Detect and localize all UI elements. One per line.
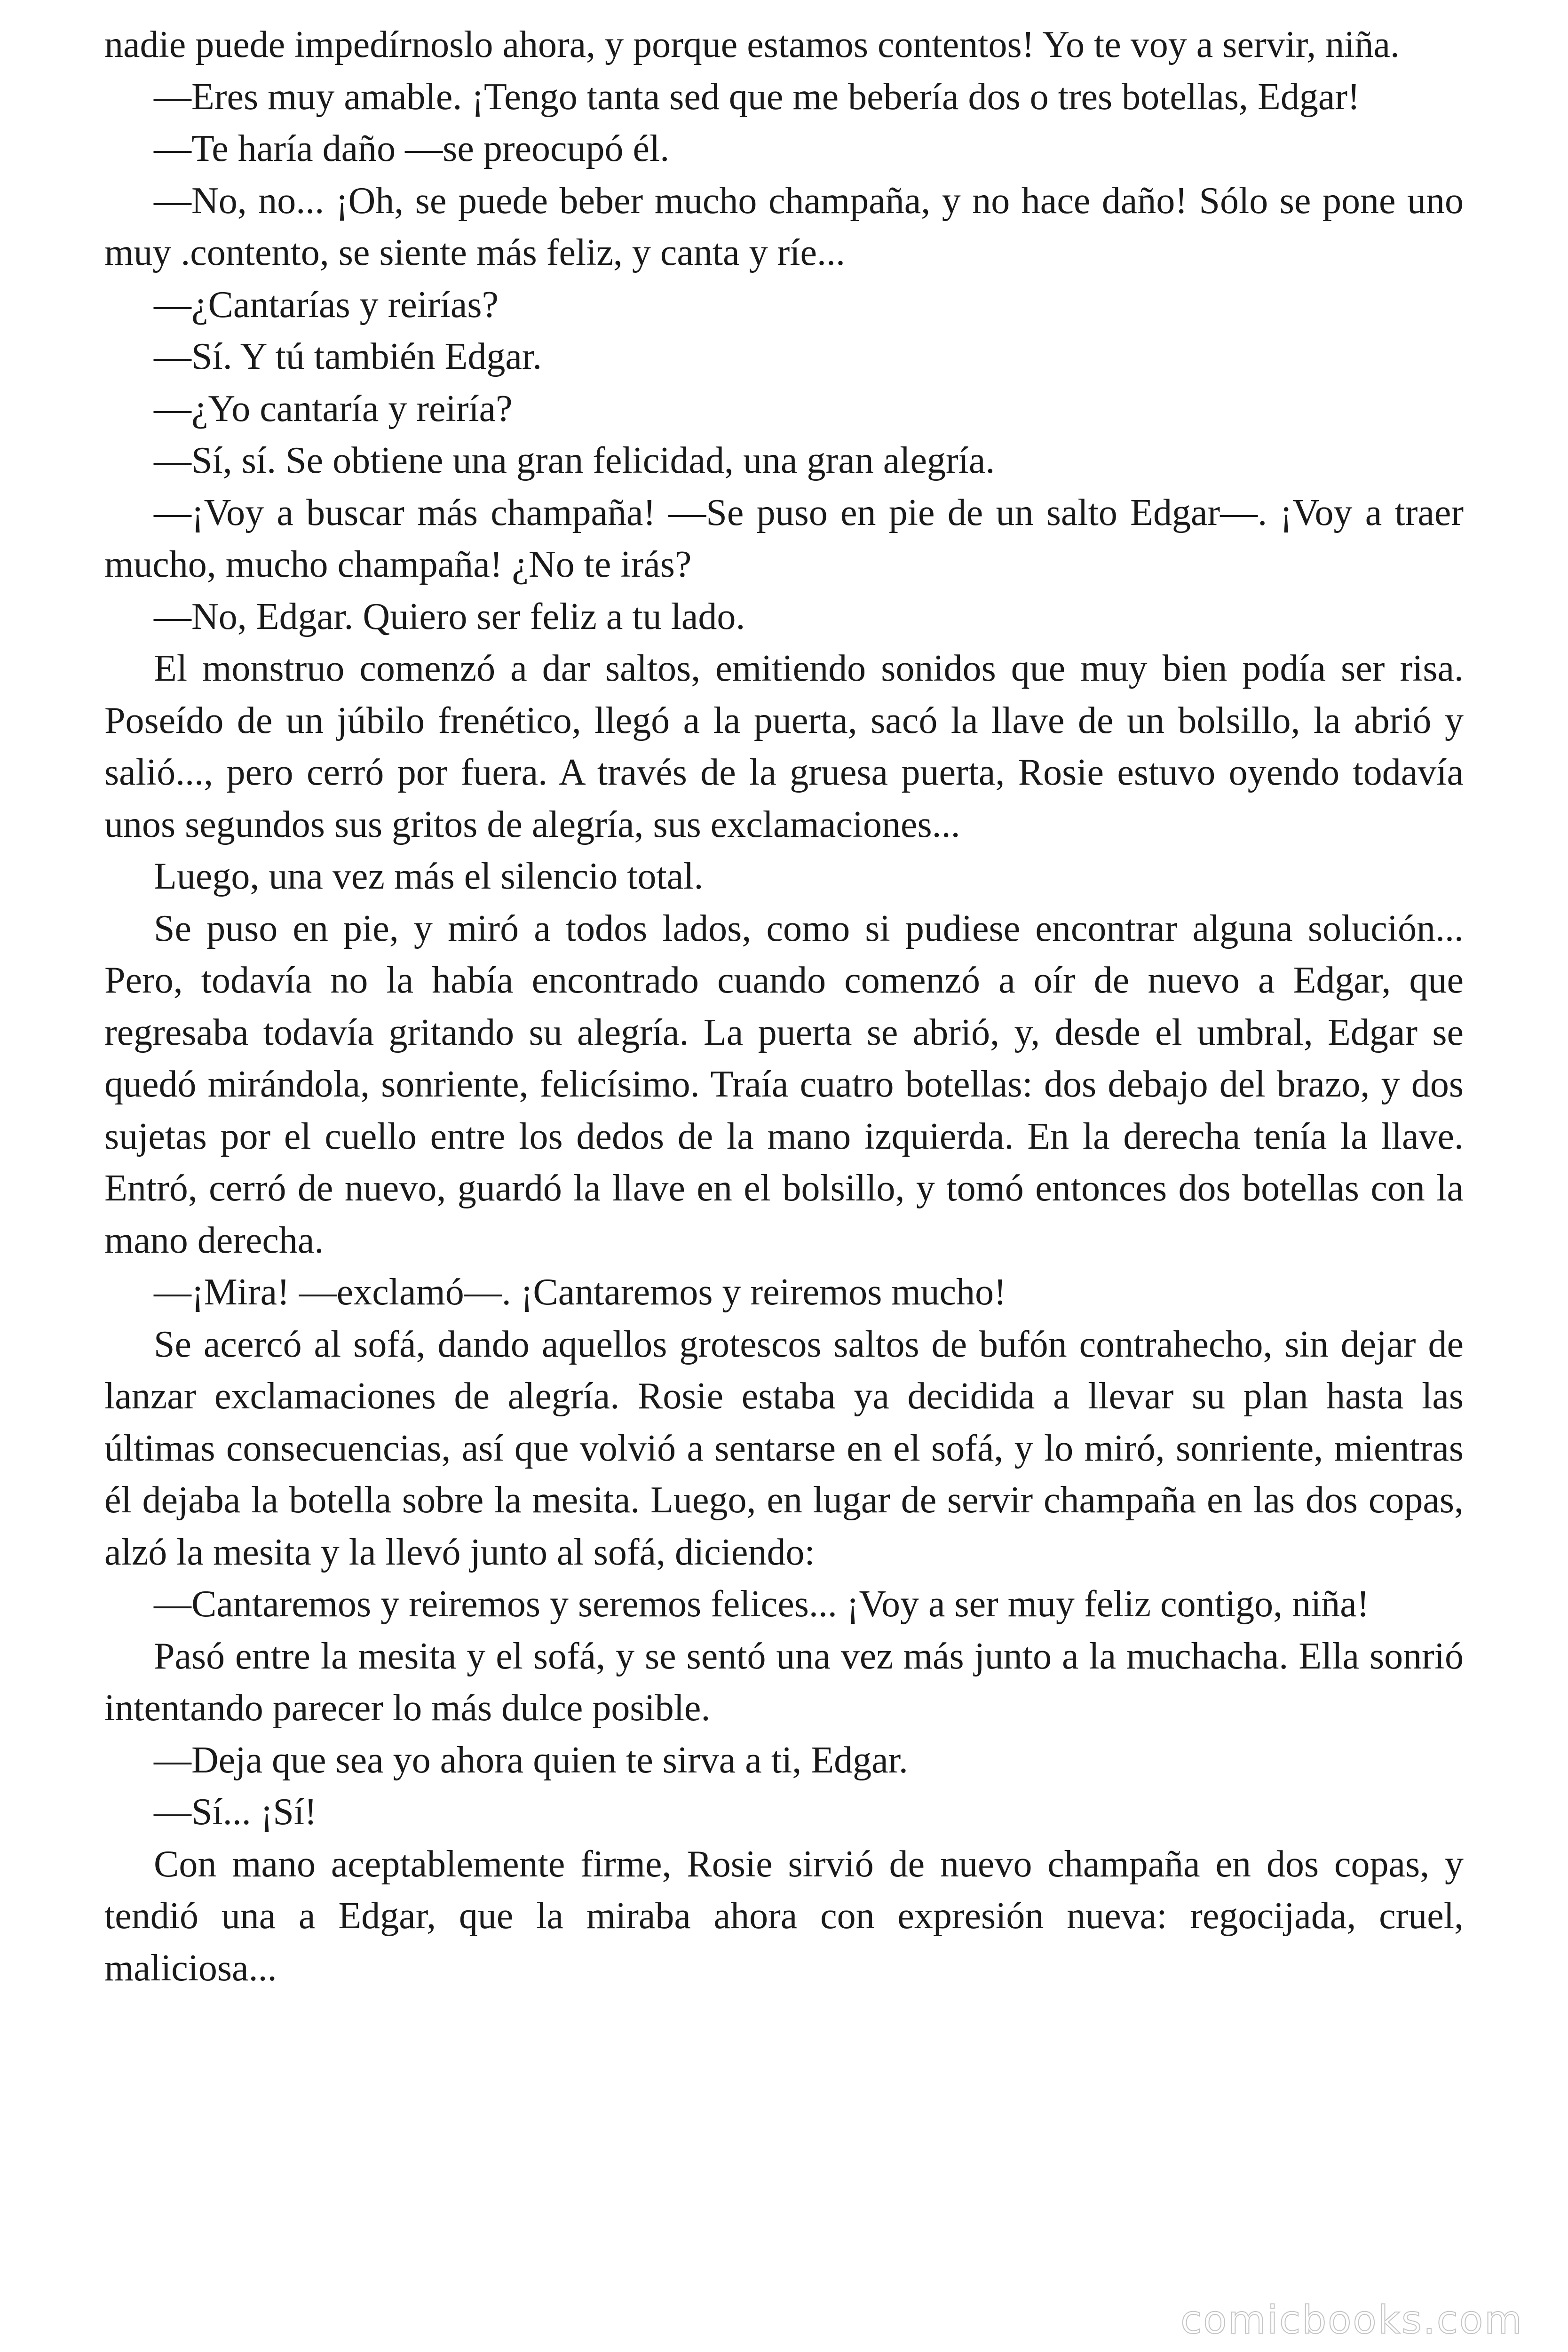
paragraph: Con mano aceptablemente firme, Rosie sirvió de nuevo champaña en dos copas, y tendió una a Edgar, que la miraba ahora con expresión nueva: regocijada, cruel, maliciosa... (104, 1843, 1464, 1989)
page-body (104, 19, 1464, 1994)
paragraph: Luego, una vez más el silencio total. (154, 856, 704, 897)
paragraph: nadie puede impedírnoslo ahora, y porque estamos contentos! Yo te voy a servir, niña. (104, 24, 1400, 65)
paragraph: —Te haría daño —se preocupó él. (154, 128, 670, 169)
paragraph: —No, no... ¡Oh, se puede beber mucho champaña, y no hace daño! Sólo se pone uno muy .contento, se siente más feliz, y canta y ríe... (104, 180, 1464, 273)
paragraph: —Deja que sea yo ahora quien te sirva a ti, Edgar. (154, 1739, 908, 1781)
paragraph: —Sí, sí. Se obtiene una gran felicidad, una gran alegría. (154, 440, 995, 481)
paragraph: —¿Yo cantaría y reiría? (154, 388, 513, 429)
paragraph: —¿Cantarías y reirías? (154, 284, 499, 326)
paragraph: El monstruo comenzó a dar saltos, emitiendo sonidos que muy bien podía ser risa. Poseído de un júbilo frenético, llegó a la puerta, sacó la llave de un bolsillo, la abrió y salió..., pero cerró por fuera. A través de la gruesa puerta, Rosie estuvo oyendo todavía unos segundos sus gritos de alegría, sus exclamaciones... (104, 648, 1464, 845)
paragraph: —No, Edgar. Quiero ser feliz a tu lado. (154, 596, 745, 637)
paragraph: Se puso en pie, y miró a todos lados, como si pudiese encontrar alguna solución... Pero, todavía no la había encontrado cuando comenzó a oír de nuevo a Edgar, que regresaba todavía gritando su alegría. La puerta se abrió, y, desde el umbral, Edgar se quedó mirándola, sonriente, felicísimo. Traía cuatro botellas: dos debajo del brazo, y dos sujetas por el cuello entre los dedos de la mano izquierda. En la derecha tenía la llave. Entró, cerró de nuevo, guardó la llave en el bolsillo, y tomó entonces dos botellas con la mano derecha. (104, 907, 1464, 1261)
paragraph: —Cantaremos y reiremos y seremos felices... ¡Voy a ser muy feliz contigo, niña! (154, 1583, 1370, 1625)
paragraph: Pasó entre la mesita y el sofá, y se sentó una vez más junto a la muchacha. Ella sonrió intentando parecer lo más dulce posible. (104, 1635, 1464, 1729)
paragraph: —Sí. Y tú también Edgar. (154, 336, 542, 377)
paragraph: —Sí... ¡Sí! (154, 1791, 317, 1833)
paragraph: —¡Mira! —exclamó—. ¡Cantaremos y reiremos mucho! (154, 1271, 1006, 1313)
watermark: comicbooks.com (1180, 2298, 1523, 2343)
paragraph: Se acercó al sofá, dando aquellos grotescos saltos de bufón contrahecho, sin dejar de lanzar exclamaciones de alegría. Rosie estaba ya decidida a llevar su plan hasta las últimas consecuencias, así que volvió a sentarse en el sofá, y lo miró, sonriente, mientras él dejaba la botella sobre la mesita. Luego, en lugar de servir champaña en las dos copas, alzó la mesita y la llevó junto al sofá, diciendo: (104, 1323, 1464, 1573)
paragraph: —¡Voy a buscar más champaña! —Se puso en pie de un salto Edgar—. ¡Voy a traer mucho, mucho champaña! ¿No te irás? (104, 492, 1464, 585)
paragraph: —Eres muy amable. ¡Tengo tanta sed que me bebería dos o tres botellas, Edgar! (154, 76, 1360, 118)
